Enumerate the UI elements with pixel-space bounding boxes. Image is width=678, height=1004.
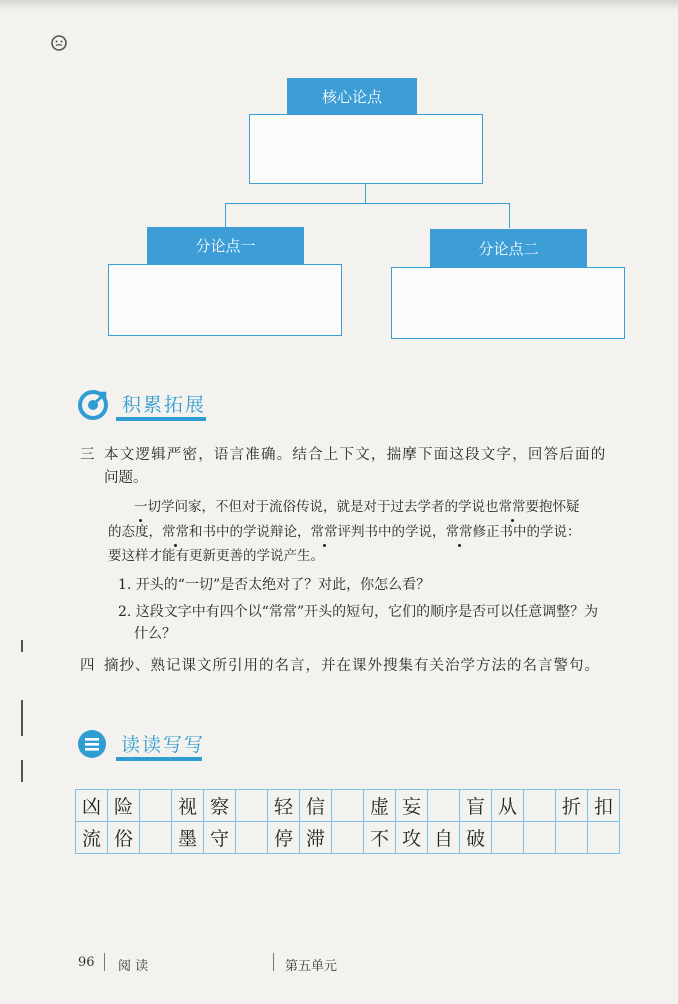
section-underline bbox=[116, 757, 202, 761]
word-cell: 视 bbox=[172, 790, 204, 822]
word-grid bbox=[75, 789, 620, 854]
sub-argument-1-box bbox=[108, 264, 342, 336]
word-cell: 虚 bbox=[364, 790, 396, 822]
smiley-icon bbox=[50, 34, 68, 52]
core-argument-header: 核心论点 bbox=[287, 78, 417, 114]
word-cell: 自 bbox=[428, 822, 460, 854]
word-cell: 破 bbox=[460, 822, 492, 854]
word-cell: 险 bbox=[108, 790, 140, 822]
word-grid-row bbox=[76, 790, 620, 822]
page-top-shadow bbox=[0, 0, 678, 10]
quote-emphasis: 一 bbox=[134, 499, 148, 515]
word-cell bbox=[332, 790, 364, 822]
section-underline bbox=[116, 417, 206, 421]
quote-text: 修正书中的学说： bbox=[472, 524, 581, 540]
question-3-text-line2: 问题。 bbox=[104, 470, 148, 486]
quote-emphasis: 常常 bbox=[310, 524, 338, 540]
question-3-text-line1: 本文逻辑严密，语言准确。结合上下文，揣摩下面这段文字，回答后面的 bbox=[104, 447, 607, 463]
word-cell: 攻 bbox=[396, 822, 428, 854]
word-cell bbox=[492, 822, 524, 854]
sub-argument-2-header: 分论点二 bbox=[430, 229, 587, 267]
word-cell: 流 bbox=[76, 822, 108, 854]
word-cell: 凶 bbox=[76, 790, 108, 822]
list-icon bbox=[77, 729, 107, 759]
word-cell bbox=[236, 822, 268, 854]
quote-text: 要抱怀疑 bbox=[525, 499, 580, 515]
word-cell: 信 bbox=[300, 790, 332, 822]
connector-vertical bbox=[365, 183, 366, 204]
quote-emphasis: 常常 bbox=[498, 499, 526, 515]
sub-argument-1-header: 分论点一 bbox=[147, 227, 304, 264]
connector-right bbox=[509, 203, 510, 228]
quote-text: 切学问家，不但对于流俗传说，就是对于过去学者的学说也 bbox=[147, 499, 499, 515]
section-title-read-write: 读读写写 bbox=[121, 734, 206, 756]
section-title-accumulate: 积累拓展 bbox=[122, 394, 207, 416]
quote-emphasis: 常常 bbox=[445, 524, 473, 540]
word-cell: 滞 bbox=[300, 822, 332, 854]
question-4-text: 摘抄、熟记课文所引用的名言，并在课外搜集有关治学方法的名言警句。 bbox=[104, 658, 600, 674]
question-3-sub-1: 1. 开头的“一切”是否太绝对了？对此，你怎么看？ bbox=[118, 577, 431, 593]
word-cell: 折 bbox=[556, 790, 588, 822]
question-number-4: 四 bbox=[80, 658, 95, 674]
word-cell: 轻 bbox=[268, 790, 300, 822]
margin-mark bbox=[21, 760, 23, 782]
target-icon bbox=[78, 390, 108, 420]
word-cell: 守 bbox=[204, 822, 236, 854]
page-number: 96 bbox=[78, 955, 95, 970]
word-cell bbox=[428, 790, 460, 822]
connector-horizontal bbox=[225, 203, 510, 204]
word-cell bbox=[140, 822, 172, 854]
word-cell bbox=[556, 822, 588, 854]
footer-divider bbox=[273, 953, 274, 971]
word-cell bbox=[140, 790, 172, 822]
word-grid-row bbox=[76, 822, 620, 854]
margin-mark bbox=[21, 640, 23, 652]
quote-text: 和书中的学说辩论， bbox=[189, 524, 311, 540]
question-3-sub-2-line2: 什么？ bbox=[134, 626, 176, 642]
margin-mark bbox=[21, 700, 23, 736]
core-argument-box bbox=[249, 114, 483, 184]
word-cell: 察 bbox=[204, 790, 236, 822]
footer-unit: 第五单元 bbox=[285, 959, 338, 974]
quote-text: 的态度， bbox=[108, 524, 162, 540]
word-cell: 扣 bbox=[588, 790, 620, 822]
word-cell: 俗 bbox=[108, 822, 140, 854]
word-cell: 停 bbox=[268, 822, 300, 854]
word-cell bbox=[588, 822, 620, 854]
connector-left bbox=[225, 203, 226, 228]
word-cell: 不 bbox=[364, 822, 396, 854]
word-cell: 盲 bbox=[460, 790, 492, 822]
footer-divider bbox=[104, 953, 105, 971]
sub-argument-2-box bbox=[391, 267, 625, 339]
word-cell: 墨 bbox=[172, 822, 204, 854]
word-cell: 从 bbox=[492, 790, 524, 822]
word-cell bbox=[236, 790, 268, 822]
quote-emphasis: 常常 bbox=[162, 524, 189, 540]
question-number-3: 三 bbox=[80, 447, 95, 463]
footer-section: 阅 读 bbox=[118, 959, 149, 974]
word-cell bbox=[524, 790, 556, 822]
quote-line-3: 要这样才能有更新更善的学说产生。 bbox=[108, 548, 324, 564]
quote-line-1 bbox=[134, 497, 580, 517]
quote-text: 评判书中的学说， bbox=[337, 524, 446, 540]
word-cell: 妄 bbox=[396, 790, 428, 822]
word-cell bbox=[524, 822, 556, 854]
quote-line-2 bbox=[108, 522, 581, 542]
word-cell bbox=[332, 822, 364, 854]
question-3-sub-2-line1: 2. 这段文字中有四个以“常常”开头的短句，它们的顺序是否可以任意调整？为 bbox=[118, 604, 599, 620]
